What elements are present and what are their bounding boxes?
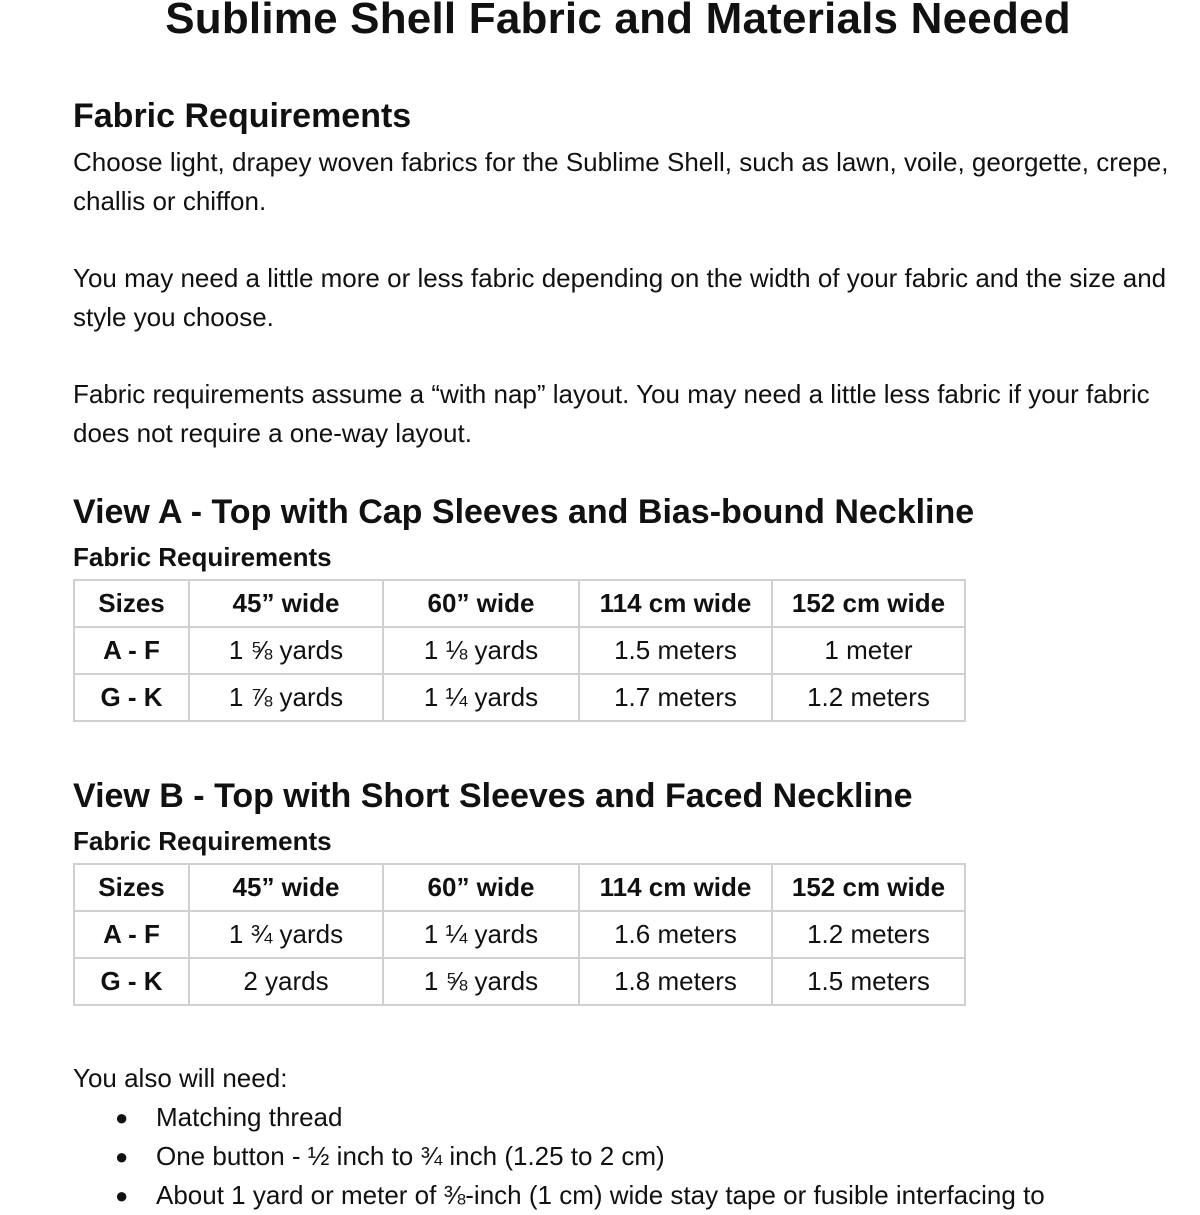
fabric-requirements-heading: Fabric Requirements	[73, 97, 412, 135]
size-cell: A - F	[74, 911, 189, 958]
column-header: Sizes	[74, 864, 189, 911]
size-cell: G - K	[74, 958, 189, 1005]
table-cell: 1.6 meters	[579, 911, 772, 958]
table-row	[74, 911, 965, 958]
list-item	[0, 1137, 1045, 1176]
table-cell: 1.5 meters	[772, 958, 965, 1005]
view-a-heading: View A - Top with Cap Sleeves and Bias-bound Neckline	[73, 493, 975, 531]
column-header: 60” wide	[383, 864, 579, 911]
column-header: 60” wide	[383, 580, 579, 627]
view-b-subheading: Fabric Requirements	[73, 826, 332, 856]
table-cell: 1.8 meters	[579, 958, 772, 1005]
table-row	[74, 627, 965, 674]
list-item-text: Matching thread	[156, 1102, 343, 1132]
table-cell: 1.5 meters	[579, 627, 772, 674]
column-header: 45” wide	[189, 580, 383, 627]
table-row	[74, 674, 965, 721]
column-header: Sizes	[74, 580, 189, 627]
table-row	[74, 958, 965, 1005]
list-item	[0, 1098, 1045, 1137]
column-header: 152 cm wide	[772, 580, 965, 627]
bullet-icon: ●	[115, 1183, 129, 1208]
column-header: 114 cm wide	[579, 580, 772, 627]
table-header-row	[74, 580, 965, 627]
column-header: 45” wide	[189, 864, 383, 911]
size-cell: A - F	[74, 627, 189, 674]
table-cell: 2 yards	[189, 958, 383, 1005]
column-header: 152 cm wide	[772, 864, 965, 911]
bullet-icon: ●	[115, 1105, 129, 1130]
table-cell: 1 ¾ yards	[189, 911, 383, 958]
table-cell: 1 ⅝ yards	[189, 627, 383, 674]
table-cell: 1 ⅞ yards	[189, 674, 383, 721]
list-item-text: About 1 yard or meter of ⅜-inch (1 cm) wide stay tape or fusible interfacing to	[156, 1180, 1045, 1210]
table-cell: 1.2 meters	[772, 674, 965, 721]
list-item-text: One button - ½ inch to ¾ inch (1.25 to 2 cm)	[156, 1141, 665, 1171]
table-cell: 1 ⅛ yards	[383, 627, 579, 674]
document-title: Sublime Shell Fabric and Materials Needed	[165, 0, 1071, 43]
paragraph-fabric-choice: Choose light, drapey woven fabrics for the Sublime Shell, such as lawn, voile, georgette, crepe, challis or chiffon.	[73, 147, 1169, 216]
column-header: 114 cm wide	[579, 864, 772, 911]
table-cell: 1 meter	[772, 627, 965, 674]
table-cell: 1 ¼ yards	[383, 674, 579, 721]
table-header-row	[74, 864, 965, 911]
materials-list	[0, 1098, 1045, 1215]
paragraph-fabric-amount: You may need a little more or less fabric depending on the width of your fabric and the size and style you choose.	[73, 263, 1167, 332]
size-cell: G - K	[74, 674, 189, 721]
table-cell: 1.2 meters	[772, 911, 965, 958]
table-cell: 1.7 meters	[579, 674, 772, 721]
view-a-fabric-table	[73, 579, 966, 722]
table-cell: 1 ⅝ yards	[383, 958, 579, 1005]
bullet-icon: ●	[115, 1144, 129, 1169]
materials-label: You also will need:	[73, 1063, 288, 1093]
view-b-heading: View B - Top with Short Sleeves and Faced Neckline	[73, 777, 913, 815]
view-a-subheading: Fabric Requirements	[73, 542, 332, 572]
list-item	[0, 1176, 1045, 1215]
table-cell: 1 ¼ yards	[383, 911, 579, 958]
view-b-fabric-table	[73, 863, 966, 1006]
paragraph-nap-layout: Fabric requirements assume a “with nap” layout. You may need a little less fabric if your fabric does not require a one-way layout.	[73, 379, 1150, 448]
